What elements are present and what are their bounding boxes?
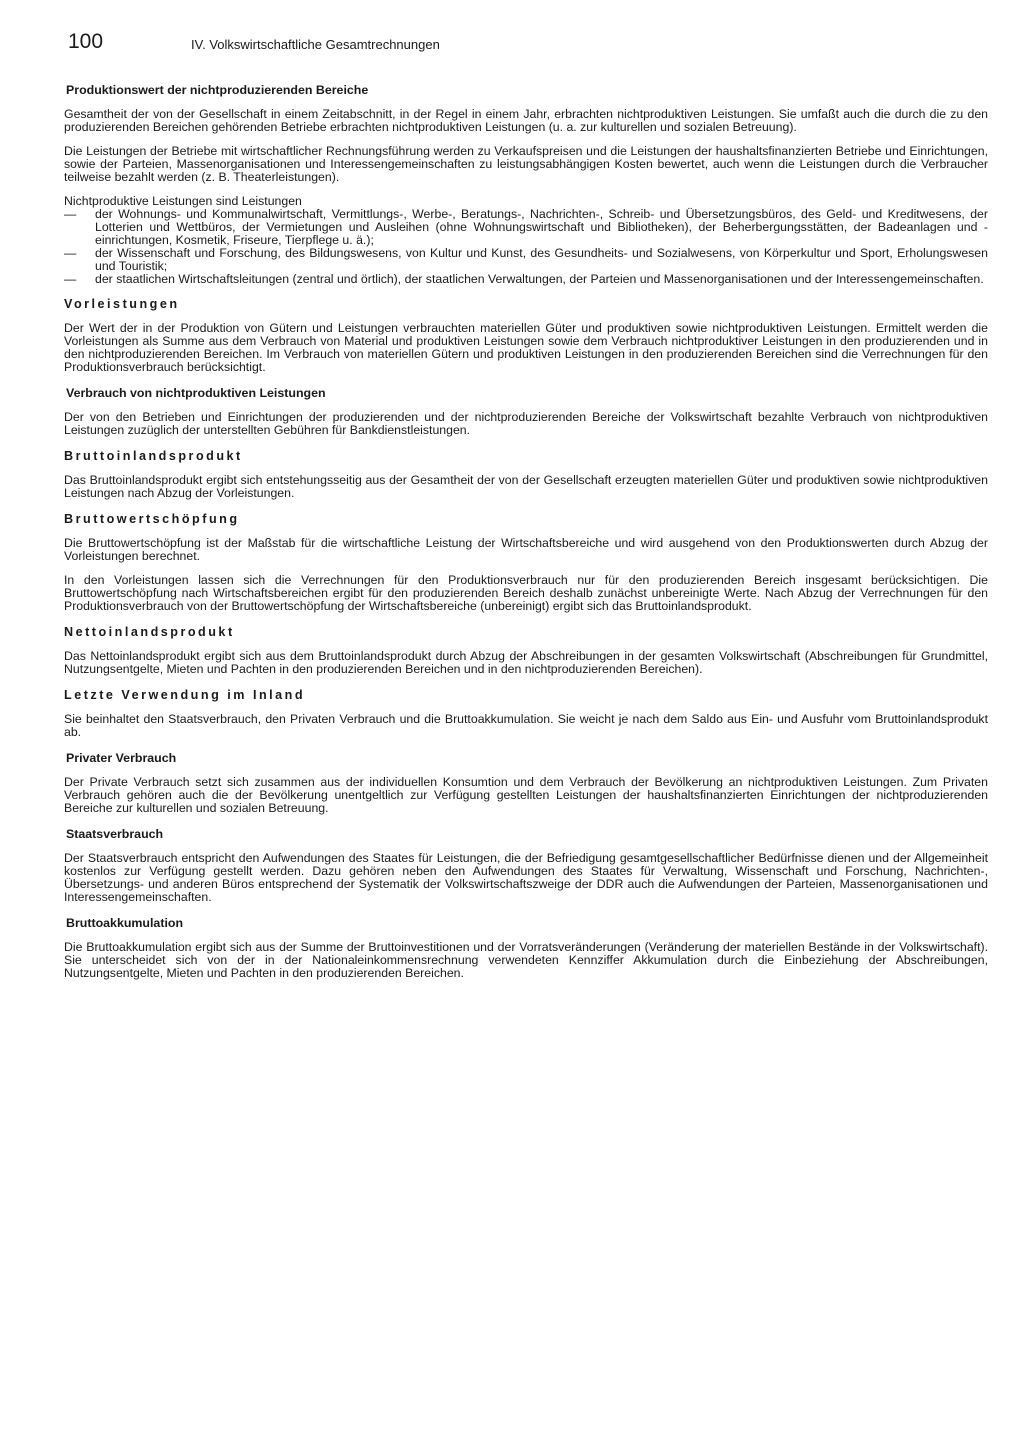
section-heading: Privater Verbrauch [66, 751, 177, 765]
section-heading: Letzte Verwendung im Inland [64, 688, 306, 702]
list-item [64, 247, 988, 273]
paragraph: Die Bruttowertschöpfung ist der Maßstab für die wirtschaftliche Leistung der Wirtschaftsbereiche und wird ausgehend von den Produktionswerten durch Abzug der Vorleistungen berechnet. [64, 536, 988, 563]
section-heading: Staatsverbrauch [66, 827, 164, 841]
page-content [64, 82, 988, 991]
section-heading: Bruttoinlandsprodukt [64, 449, 243, 463]
dash-bullet: — [64, 207, 77, 221]
page-number: 100 [68, 30, 104, 53]
list-item-text: der Wissenschaft und Forschung, des Bildungswesens, von Kultur und Kunst, des Gesundheits- und Sozialwesens, von Körperkultur und Sport, Erholungswesen und Touristik; [95, 246, 988, 273]
paragraph: Die Leistungen der Betriebe mit wirtschaftlicher Rechnungsführung werden zu Verkaufspreisen und die Leistungen der haushaltsfinanzierten Betriebe und Einrichtungen, sowie der Parteien, Massenorganisationen und Interessengemeinschaften zu leistungsabhängigen Kosten bewertet, auch wenn die Leistungen durch die Verbraucher teilweise bezahlt werden (z. B. Theaterleistungen). [64, 144, 988, 184]
paragraph: In den Vorleistungen lassen sich die Verrechnungen für den Produktionsverbrauch nur für den produzierenden Bereich insgesamt berücksichtigen. Die Bruttowertschöpfung nach Wirtschaftsbereichen ergibt für den produzierenden Bereich deshalb zunächst unbereinigte Werte. Nach Abzug der Verrechnungen für den Produktionsverbrauch von der Bruttowertschöpfung der Wirtschaftsbereiche (unbereinigt) ergibt sich das Bruttoinlandsprodukt. [64, 573, 988, 613]
section-verbrauch-nichtproduktiv [64, 385, 988, 437]
section-heading: Produktionswert der nichtproduzierenden Bereiche [66, 83, 369, 97]
section-bruttoinlandsprodukt [64, 448, 988, 500]
paragraph: Das Nettoinlandsprodukt ergibt sich aus dem Bruttoinlandsprodukt durch Abzug der Abschreibungen in der gesamten Volkswirtschaft (Abschreibungen für Grundmittel, Nutzungsentgelte, Mieten und Pachten in den produzierenden Bereichen und in den nichtproduzierenden Bereichen). [64, 649, 988, 676]
paragraph: Der Private Verbrauch setzt sich zusammen aus der individuellen Konsumtion und dem Verbrauch der Bevölkerung an nichtproduktiven Leistungen. Zum Privaten Verbrauch gehören auch die der Bevölkerung unentgeltlich zur Verfügung gestellten Leistungen der haushaltsfinanzierten Einrichtungen der nichtproduzierenden Bereiche zur kulturellen und sozialen Betreuung. [64, 775, 988, 815]
section-heading: Nettoinlandsprodukt [64, 625, 235, 639]
section-privater-verbrauch [64, 750, 988, 815]
section-letzte-verwendung [64, 687, 988, 739]
list-intro: Nichtproduktive Leistungen sind Leistungen [64, 194, 302, 208]
dash-bullet: — [64, 246, 77, 260]
list-item-text: der Wohnungs- und Kommunalwirtschaft, Vermittlungs-, Werbe-, Beratungs-, Nachrichten-, Schreib- und Übersetzungsbüros, des Geld- und Kreditwesens, der Lotterien und Wettbüros, der Vermietungen und Ausleihen (ohne Wohnungswirtschaft und Bibliotheken), der Beherbergungsstätten, der Badeanlagen und -einrichtungen, Kosmetik, Friseure, Tierpflege u. ä.); [95, 207, 988, 247]
paragraph: Der von den Betrieben und Einrichtungen der produzierenden und der nichtproduzierenden Bereiche der Volkswirtschaft bezahlte Verbrauch von nichtproduktiven Leistungen zuzüglich der unterstellten Gebühren für Bankdienstleistungen. [64, 410, 988, 437]
section-heading: Bruttowertschöpfung [64, 512, 240, 526]
list-item [64, 273, 988, 286]
paragraph: Der Wert der in der Produktion von Gütern und Leistungen verbrauchten materiellen Güter und produktiven sowie nichtproduktiven Leistungen. Ermittelt werden die Vorleistungen als Summe aus dem Verbrauch von Material und produktiven Leistungen sowie dem Verbrauch nichtproduktiver Leistungen in den produzierenden und in den nichtproduzierenden Bereichen. Im Verbrauch von materiellen Gütern und produktiven Leistungen in den produzierenden Bereichen sind die Verrechnungen für den Produktionsverbrauch berücksichtigt. [64, 321, 988, 374]
dash-list [64, 208, 988, 286]
section-heading: Vorleistungen [64, 297, 180, 311]
section-staatsverbrauch [64, 826, 988, 904]
paragraph: Sie beinhaltet den Staatsverbrauch, den Privaten Verbrauch und die Bruttoakkumulation. Sie weicht je nach dem Saldo aus Ein- und Ausfuhr vom Bruttoinlandsprodukt ab. [64, 712, 988, 739]
paragraph: Das Bruttoinlandsprodukt ergibt sich entstehungsseitig aus der Gesamtheit der von der Gesellschaft erzeugten materiellen Güter und produktiven sowie nichtproduktiven Leistungen nach Abzug der Vorleistungen. [64, 473, 988, 500]
section-heading: Bruttoakkumulation [66, 916, 184, 930]
dash-bullet: — [64, 272, 77, 286]
paragraph: Der Staatsverbrauch entspricht den Aufwendungen des Staates für Leistungen, die der Befriedigung gesamtgesellschaftlicher Bedürfnisse dienen und der Allgemeinheit kostenlos zur Verfügung gestellt werden. Dazu gehören neben den Aufwendungen des Staates für Verwaltung, Wissenschaft und Forschung, Nachrichten-, Übersetzungs- und anderen Büros entsprechend der Systematik der Volkswirtschaftszweige der DDR auch die Aufwendungen der Parteien, Massenorganisationen und Interessengemeinschaften. [64, 851, 988, 904]
paragraph: Gesamtheit der von der Gesellschaft in einem Zeitabschnitt, in der Regel in einem Jahr, erbrachten nichtproduktiven Leistungen. Sie umfaßt auch die durch die zu den produzierenden Bereichen gehörenden Betriebe erbrachten nichtproduktiven Leistungen (u. a. zur kulturellen und sozialen Betreuung). [64, 107, 988, 134]
running-title: IV. Volkswirtschaftliche Gesamtrechnungen [191, 37, 440, 52]
list-item-text: der staatlichen Wirtschaftsleitungen (zentral und örtlich), der staatlichen Verwaltungen, der Parteien und Massenorganisationen und der Interessengemeinschaften. [95, 272, 984, 286]
paragraph: Die Bruttoakkumulation ergibt sich aus der Summe der Bruttoinvestitionen und der Vorratsveränderungen (Veränderung der materiellen Bestände in der Volkswirtschaft). Sie unterscheidet sich von der in der Nationaleinkommensrechnung verwendeten Kennziffer Akkumulation durch die Einbeziehung der Abschreibungen, Nutzungsentgelte, Mieten und Pachten in den produzierenden Bereichen. [64, 940, 988, 980]
list-item [64, 208, 988, 247]
section-vorleistungen [64, 296, 988, 374]
section-produktionswert [64, 82, 988, 286]
section-heading: Verbrauch von nichtproduktiven Leistungen [66, 386, 326, 400]
section-bruttoakkumulation [64, 915, 988, 980]
section-bruttowertschoepfung [64, 511, 988, 613]
section-nettoinlandsprodukt [64, 624, 988, 676]
